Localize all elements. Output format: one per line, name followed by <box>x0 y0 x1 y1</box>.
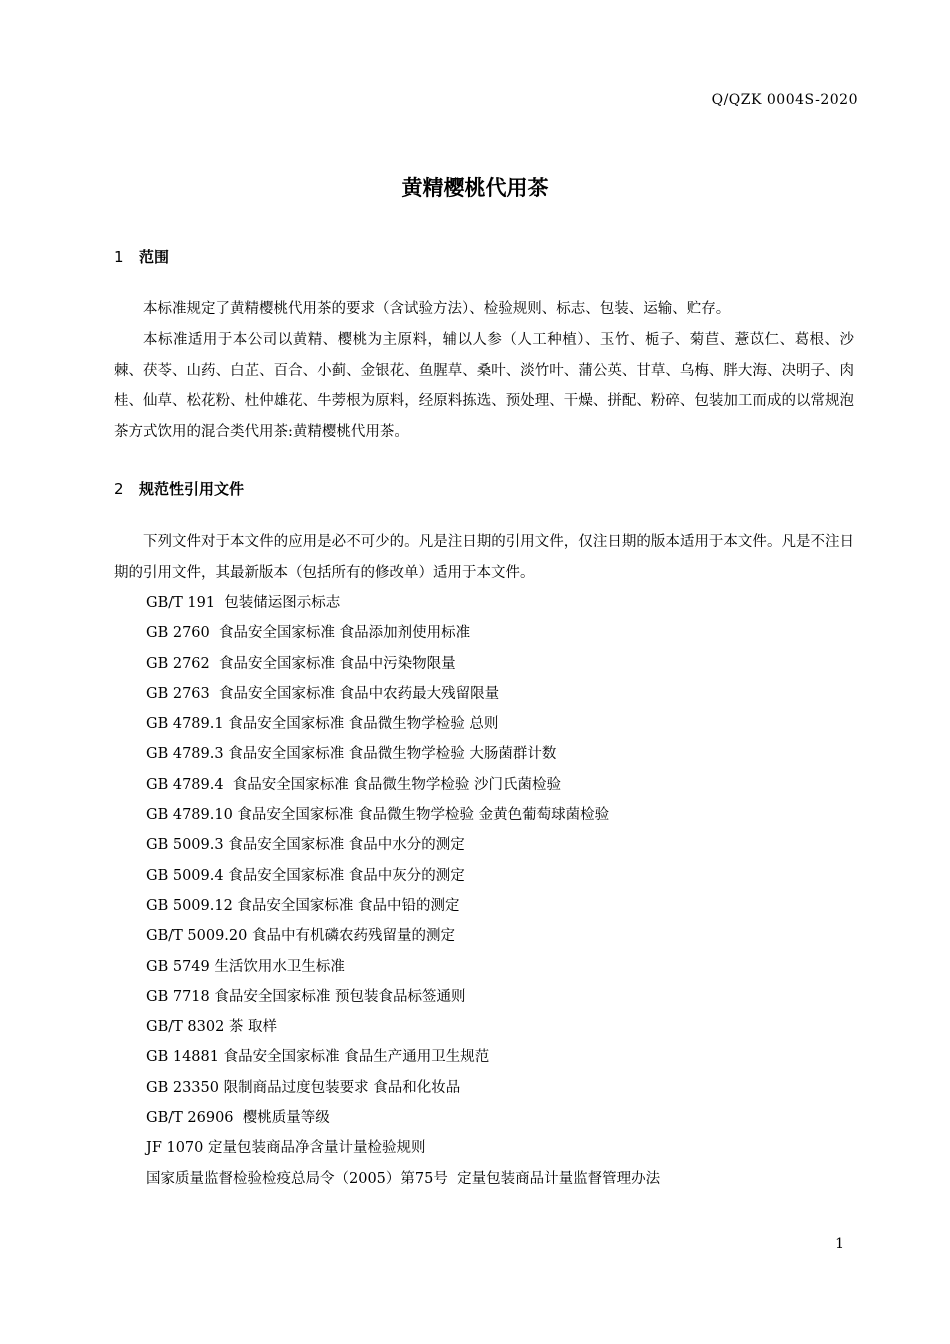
section-title: 规范性引用文件 <box>139 480 245 498</box>
reference-item: GB 2760 食品安全国家标准 食品添加剂使用标准 <box>146 625 471 642</box>
reference-item: GB 5009.3 食品安全国家标准 食品中水分的测定 <box>146 837 465 854</box>
reference-item: JF 1070 定量包装商品净含量计量检验规则 <box>146 1140 426 1157</box>
section-heading-scope <box>114 246 169 267</box>
scope-paragraph-2: 本标准适用于本公司以黄精、樱桃为主原料，辅以人参（人工种植）、玉竹、栀子、菊苣、薏苡仁、葛根、沙棘、茯苓、山药、白芷、百合、小蓟、金银花、鱼腥草、桑叶、淡竹叶、蒲公英、甘草、乌梅、胖大海、决明子、肉桂、仙草、松花粉、杜仲雄花、牛蒡根为原料，经原料拣选、预处理、干燥、拼配、粉碎、包装加工而成的以常规泡茶方式饮用的混合类代用茶:黄精樱桃代用茶。 <box>114 332 854 440</box>
document-title: 黄精樱桃代用茶 <box>401 176 549 200</box>
reference-item: GB 4789.3 食品安全国家标准 食品微生物学检验 大肠菌群计数 <box>146 746 557 763</box>
document-code: Q/QZK 0004S-2020 <box>711 92 858 108</box>
reference-item: 国家质量监督检验检疫总局令（2005）第75号 定量包装商品计量监督管理办法 <box>146 1170 661 1187</box>
reference-item: GB 5009.4 食品安全国家标准 食品中灰分的测定 <box>146 867 465 884</box>
reference-item: GB 4789.1 食品安全国家标准 食品微生物学检验 总则 <box>146 716 499 733</box>
reference-item: GB 4789.10 食品安全国家标准 食品微生物学检验 金黄色葡萄球菌检验 <box>146 807 610 824</box>
reference-item: GB 2763 食品安全国家标准 食品中农药最大残留限量 <box>146 685 500 702</box>
reference-item: GB 7718 食品安全国家标准 预包装食品标签通则 <box>146 988 466 1005</box>
references-intro-paragraph: 下列文件对于本文件的应用是必不可少的。凡是注日期的引用文件，仅注日期的版本适用于本文件。凡是不注日期的引用文件，其最新版本（包括所有的修改单）适用于本文件。 <box>114 534 854 581</box>
reference-item: GB/T 26906 樱桃质量等级 <box>146 1110 330 1127</box>
reference-item: GB/T 8302 茶 取样 <box>146 1019 278 1036</box>
reference-item: GB 5749 生活饮用水卫生标准 <box>146 958 345 975</box>
scope-paragraph-1: 本标准规定了黄精樱桃代用茶的要求（含试验方法）、检验规则、标志、包装、运输、贮存。 <box>143 301 731 317</box>
section-title: 范围 <box>139 248 170 266</box>
reference-item: GB 14881 食品安全国家标准 食品生产通用卫生规范 <box>146 1049 490 1066</box>
page-number: 1 <box>835 1236 844 1252</box>
section-heading-normative-references <box>114 478 244 499</box>
reference-item: GB 2762 食品安全国家标准 食品中污染物限量 <box>146 655 456 672</box>
reference-item: GB/T 5009.20 食品中有机磷农药残留量的测定 <box>146 928 455 945</box>
reference-list <box>146 588 856 1194</box>
section-number: 2 <box>114 480 124 498</box>
reference-item: GB/T 191 包装储运图示标志 <box>146 595 341 611</box>
reference-item: GB 5009.12 食品安全国家标准 食品中铅的测定 <box>146 897 460 914</box>
reference-item: GB 23350 限制商品过度包装要求 食品和化妆品 <box>146 1079 461 1096</box>
reference-item: GB 4789.4 食品安全国家标准 食品微生物学检验 沙门氏菌检验 <box>146 776 562 793</box>
section-number: 1 <box>114 248 124 266</box>
